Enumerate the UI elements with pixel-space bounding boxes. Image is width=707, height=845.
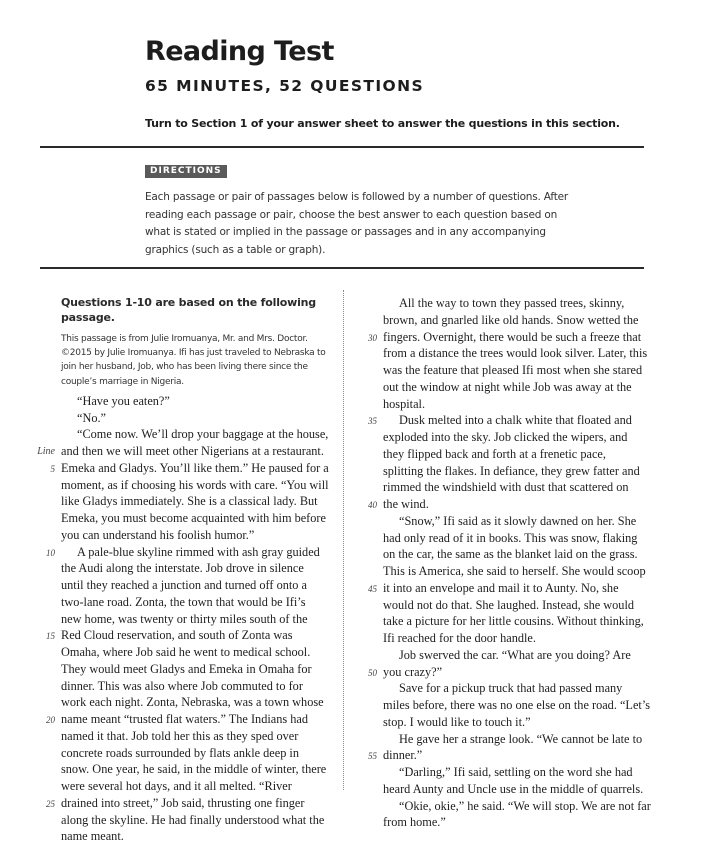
section-instruction: Turn to Section 1 of your answer sheet to answer the questions in this section. [145,117,620,130]
line-number: 15 [46,631,55,642]
passage-line-text: stop. I would like to touch it.” [383,714,531,729]
passage-line [61,393,326,410]
passage-line [61,745,326,762]
passage-line-text: had only read of it in books. This was snow, flaking [383,530,638,545]
line-number: 35 [368,416,377,427]
passage-line-text: Ifi reached for the door handle. [383,631,536,645]
directions-text: Each passage or pair of passages below is followed by a number of questions. After reading each passage or pair, choose the best answer to each question based on what is stated or implied in the passage or passages and in any accompanying graphics (such as a table or graph). [145,191,569,256]
line-number: Line [37,446,55,458]
passage-line-text: Red Cloud reservation, and south of Zonta was [61,628,293,643]
passage-line-text: rimmed the windshield with dust that scattered on [383,480,629,495]
passage-line-text: on the car, the same as the blanket laid on the grass. [383,547,638,562]
passage-line-text: would not do that. She laughed. Instead, she would [383,597,635,612]
test-subtitle: 65 MINUTES, 52 QUESTIONS [145,77,425,95]
passage-line-text: dinner. This was also where Job commuted to for [61,678,303,693]
passage-line [61,477,329,494]
passage-line [383,764,645,781]
passage-line [61,678,326,695]
passage-line-text: from a distance the trees would look silver. Later, this [383,346,648,361]
passage-line-text: name meant. [61,829,124,844]
passage-line-text: Dusk melted into a chalk white that floated and [399,413,632,428]
directions-badge: DIRECTIONS [145,165,227,178]
passage-line [383,714,645,731]
passage-line-text: exploded into the sky. Job clicked the wipers, and [383,430,628,444]
line-number: 40 [368,500,377,510]
passage-line-text: like Gladys immediately. She is a classical lady. But [61,494,318,509]
passage-line [383,362,645,379]
passage-line [383,530,645,547]
passage-line [61,510,326,527]
passage-line [383,814,645,831]
passage-line [383,379,645,396]
passage-line [383,546,645,563]
passage-line-text: “No.” [77,410,107,425]
passage-line-text: concrete roads surrounded by flats ankle deep in [61,745,299,760]
passage-line-text: Emeka, you must become acquainted with him before [61,511,326,526]
passage-right [368,295,651,831]
right-column [368,295,651,831]
passage-line [383,731,645,748]
passage-line [383,479,645,496]
passage-line [383,597,645,614]
passage-line [61,410,326,427]
passage-line-text: the Audi along the interstate. Job drove in silence [61,561,304,576]
passage-line [368,412,645,429]
line-number: 5 [50,463,55,474]
passage-line-text: dinner.” [383,748,423,763]
passage-line-text: named it that. Job told her this as they sped over [61,728,299,743]
passage-line-text: hospital. [383,396,426,411]
column-divider [343,290,344,790]
passage-line [61,812,326,829]
line-number: 20 [46,715,55,726]
passage-line-text: Save for a pickup truck that had passed many [399,681,623,696]
passage-line [368,664,645,681]
passage-intro: This passage is from Julie Iromuanya, Mr. and Mrs. Doctor. ©2015 by Julie Iromuanya. Ifi has just traveled to Nebraska to join her husband, Job, who has been living there since the couple’s marriage in Nigeria. [61,334,326,387]
passage-line-text: two-lane road. Zonta, the town that would be Ifi’s [61,594,306,609]
passage-line [61,778,326,795]
passage-line-text: fingers. Overnight, there would be such a freeze that [383,329,642,344]
passage-line-text: along the skyline. He had finally understood what the [61,812,325,827]
passage-line-text: drained into street,” Job said, thrusting one finger [61,795,305,810]
questions-header: Questions 1-10 are based on the following passage. [61,296,316,324]
passage-line [61,661,326,678]
page-title: Reading Test [145,36,334,67]
line-number: 10 [46,547,55,558]
passage-line-text: and then we will meet other Nigerians at a restaurant. [61,444,324,459]
passage-line [46,627,326,644]
passage-line [383,563,645,580]
passage-line-text: the wind. [383,497,429,511]
passage-line-text: take a picture for her little cousins. Without thinking, [383,614,644,629]
passage-line-text: “Darling,” Ifi said, settling on the word she had [399,765,633,779]
passage-line-text: it into an envelope and mail it to Aunty. No, she [383,580,619,595]
passage-left [37,393,329,845]
passage-line [383,697,651,714]
passage-line-text: work each night. Zonta, Nebraska, was a town whose [61,695,324,710]
passage-line-text: snow. One year, he said, in the middle of winter, there [61,762,327,777]
passage-line [61,694,326,711]
passage-line-text: They would meet Gladys and Emeka in Omaha for [61,661,312,676]
passage-line-text: name meant “trusted flat waters.” The Indians had [61,712,308,727]
passage-line-text: moment, as if choosing his words with care. “You will [61,477,329,492]
passage-line-text: was the feature that pleased Ifi most when she stared [383,363,643,377]
passage-line [383,463,645,480]
line-number: 45 [368,583,377,594]
passage-line-text: All the way to town they passed trees, skinny, [399,296,625,310]
passage-line [383,513,645,530]
passage-line-text: they flipped back and forth at a frenetic pace, [383,446,606,461]
passage-line [61,493,326,510]
passage-line [368,580,645,597]
passage-line [61,577,326,594]
passage-line [61,426,329,443]
passage-line [383,396,645,413]
passage-line [383,312,645,329]
passage-line [61,560,326,577]
passage-line [383,613,645,630]
passage-line [383,680,645,697]
passage-line [37,443,326,460]
passage-line-text: A pale-blue skyline rimmed with ash gray guided [77,544,320,559]
passage-line [383,630,645,647]
passage-line [383,647,645,664]
passage-line-text: Job swerved the car. “What are you doing? Are [399,647,631,662]
passage-line [61,728,326,745]
passage-line [46,711,326,728]
passage-line-text: Emeka and Gladys. You’ll like them.” He paused for a [61,460,329,475]
passage-line [61,611,326,628]
passage-line-text: “Have you eaten?” [77,393,170,408]
passage-line-text: splitting the flakes. In defiance, they grew fatter and [383,463,640,478]
passage-line-text: “Okie, okie,” he said. “We will stop. We are not far [399,798,651,813]
passage-line [368,747,645,764]
passage-line-text: you crazy?” [383,664,443,679]
passage-line [61,594,326,611]
passage-line-text: were several hot days, and it all melted. “River [61,779,292,794]
passage-line [61,828,326,845]
passage-line-text: out the window at night while Job was away at the [383,379,632,394]
passage-line [368,496,645,513]
passage-line [383,429,645,446]
left-column [37,295,329,845]
passage-line [61,644,326,661]
passage-line-text: you can understand his foolish humor.” [61,527,255,542]
passage-line [383,446,645,463]
passage-line-text: brown, and gnarled like old hands. Snow wetted the [383,312,639,327]
bottom-divider-rule [40,267,644,269]
passage-line-text: from home.” [383,815,446,830]
passage-line-text: He gave her a strange look. “We cannot be late to [399,731,643,746]
line-number: 30 [368,332,377,343]
passage-line [61,761,326,778]
passage-line [383,295,645,312]
passage-line-text: until they reached a junction and turned off onto a [61,578,307,593]
passage-line-text: heard Aunty and Uncle use in the middle of quarrels. [383,781,644,796]
passage-line [50,460,329,477]
line-number: 50 [368,667,377,678]
passage-line-text: This is America, she said to herself. She would scoop [383,564,646,578]
line-number: 55 [368,751,377,762]
passage-line [383,798,651,815]
passage-line-text: “Come now. We’ll drop your baggage at the house, [77,427,329,442]
passage-line [46,544,326,561]
passage-line [46,795,326,812]
passage-line [368,329,645,346]
passage-line-text: “Snow,” Ifi said as it slowly dawned on her. She [399,513,637,528]
passage-line [383,345,648,362]
passage-line [61,527,326,544]
passage-line [383,781,645,798]
passage-line-text: new home, was twenty or thirty miles south of the [61,611,308,626]
top-divider-rule [40,146,644,148]
passage-line-text: Omaha, where Job said he went to medical school. [61,645,311,660]
passage-line-text: miles before, there was no one else on the road. “Let’s [383,698,651,712]
line-number: 25 [46,798,55,809]
